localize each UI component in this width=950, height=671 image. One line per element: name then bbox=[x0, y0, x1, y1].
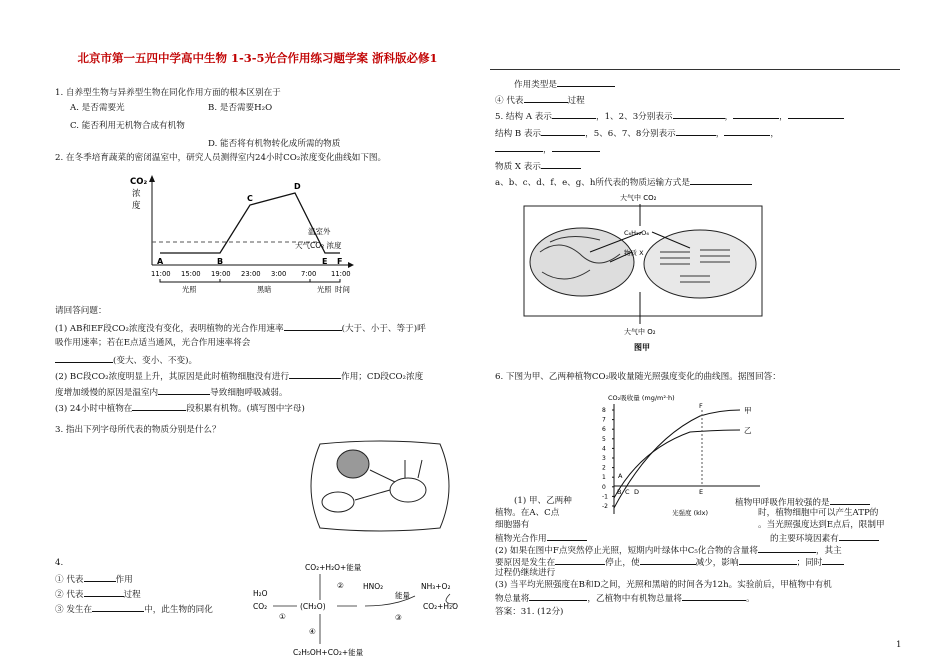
r3-blank-4[interactable] bbox=[788, 110, 844, 119]
r4: 结构 B 表示 ，5、6、7、8分别表示 ， ， bbox=[495, 129, 779, 139]
chart-ylabel-2: 浓 bbox=[132, 189, 141, 199]
q3-stem: 3. 指出下列字母所代表的物质分别是什么？ bbox=[55, 425, 221, 435]
r5-blank[interactable] bbox=[541, 160, 581, 169]
chart-periods bbox=[160, 279, 340, 294]
q1-option-b: B. 是否需要H₂O bbox=[208, 103, 273, 113]
c2-ytick-label: 5 bbox=[602, 435, 606, 443]
q6-blank-8[interactable] bbox=[822, 556, 844, 565]
q2-p2-c: 度增加缓慢的原因是温室内 bbox=[55, 388, 159, 398]
q6-blank-5[interactable] bbox=[555, 556, 605, 565]
q6-1h-text: 的主要环境因素有 bbox=[770, 534, 839, 544]
q6-1a: (1) 甲、乙两种 bbox=[514, 496, 572, 506]
c2-ytick-label: 7 bbox=[602, 416, 606, 424]
point-label-b: B bbox=[217, 257, 224, 266]
point-label-f: F bbox=[337, 257, 343, 266]
q6-2d: 停止，使 bbox=[605, 558, 640, 568]
q6-3b: 物总量将 bbox=[495, 594, 530, 604]
q2-p1-line3 bbox=[55, 354, 197, 368]
cell-wall bbox=[311, 441, 449, 531]
d4-n4: ④ bbox=[309, 627, 316, 636]
c2-xlabel: 光强度 (klx) bbox=[672, 509, 709, 517]
c2-yticks bbox=[602, 407, 614, 510]
nucleus bbox=[337, 450, 369, 478]
q6-1d: 时，植物细胞中可以产生ATP的 bbox=[758, 508, 879, 518]
r3-blank-2[interactable] bbox=[673, 110, 725, 119]
c2-ytick-label: 4 bbox=[602, 445, 606, 453]
q2-p3-a: (3) 24小时中植物在 bbox=[55, 404, 133, 414]
q2-p2-line1 bbox=[55, 370, 423, 384]
organelle-diagram bbox=[520, 192, 765, 360]
q2-blank-3[interactable] bbox=[289, 370, 341, 379]
r1-text: 作用类型是 bbox=[514, 80, 557, 90]
q2-p1-a: (1) AB和EF段CO₂浓度没有变化，表明植物的光合作用速率 bbox=[55, 324, 284, 334]
c2-ytick-label: 3 bbox=[602, 455, 606, 462]
q2-blank-5[interactable] bbox=[132, 402, 186, 411]
c2-ytick-label: 8 bbox=[602, 407, 606, 414]
x-tick-label: 15:00 bbox=[181, 270, 201, 278]
r2-text: ④ 代表 bbox=[495, 96, 524, 106]
x-tick-label: 19:00 bbox=[211, 270, 231, 278]
c2-letter-d: D bbox=[634, 488, 640, 496]
chart-y-arrow bbox=[149, 175, 155, 182]
q4-l3-b: 中，此生物的同化 bbox=[144, 605, 213, 615]
d4-co2: CO₂ bbox=[253, 602, 268, 611]
q1-option-a: A. 是否需要光 bbox=[70, 103, 125, 113]
period-label: 光照 bbox=[182, 285, 197, 294]
q6-2g: 过程仍继续进行 bbox=[495, 568, 556, 578]
q6-blank-3[interactable] bbox=[839, 532, 879, 541]
r5-text: 物质 X 表示 bbox=[495, 162, 541, 172]
d4-n3: ③ bbox=[395, 613, 402, 622]
bottom-air-label: 大气中 O₂ bbox=[624, 328, 656, 336]
point-label-d: D bbox=[294, 182, 301, 191]
r3-text: 5. 结构 A 表示 bbox=[495, 112, 552, 122]
d4-ch2o: (CH₂O) bbox=[300, 602, 326, 611]
chart-x-unit: 时间 bbox=[335, 285, 350, 294]
period-bracket bbox=[220, 279, 310, 282]
q6-blank-4[interactable] bbox=[758, 544, 816, 553]
c2-letter-e: E bbox=[699, 488, 704, 496]
q4-blank-2[interactable] bbox=[84, 588, 124, 597]
q2-p3-b: 段积累有机物。(填写图中字母) bbox=[186, 404, 305, 414]
q4-l3-a: ③ 发生在 bbox=[55, 605, 93, 615]
q2-p2-line2 bbox=[55, 386, 288, 400]
r4-blank-3[interactable] bbox=[724, 127, 770, 136]
figure-label: 图甲 bbox=[634, 343, 650, 352]
chart-x-arrow bbox=[348, 262, 354, 268]
q2-p2-b: 作用；CD段CO₂浓度 bbox=[341, 372, 424, 382]
r4-blank-5[interactable] bbox=[552, 143, 600, 152]
period-label: 光照 bbox=[317, 285, 332, 294]
glucose-label: C₆H₁₂O₆ bbox=[624, 229, 649, 237]
c2-letter-f: F bbox=[699, 402, 703, 410]
q6-3c: ，乙植物中有机物总量将 bbox=[587, 594, 682, 604]
q2-blank-4[interactable] bbox=[158, 386, 210, 395]
d4-n1: ① bbox=[279, 612, 286, 621]
q2-p1-line1 bbox=[55, 322, 426, 336]
q6-1b: 植物甲呼吸作用较强的是 bbox=[735, 498, 830, 508]
q4-l1-b: 作用 bbox=[115, 575, 133, 585]
c2-ytick-label: -2 bbox=[602, 503, 608, 510]
q6-blank-7[interactable] bbox=[739, 556, 797, 565]
c2-ytick-label: 1 bbox=[602, 474, 606, 482]
c2-series-jia: 甲 bbox=[744, 406, 752, 415]
x-tick-label: 3:00 bbox=[271, 270, 287, 278]
q2-p1-d: (变大、变小、不变)。 bbox=[113, 356, 198, 366]
chart-x-ticks bbox=[151, 270, 351, 278]
mitochondrion bbox=[530, 228, 634, 296]
reference-label-2: 大气CO₂ 浓度 bbox=[295, 241, 342, 250]
q2-p2-a: (2) BC段CO₂浓度明显上升，其原因是此时植物细胞没有进行 bbox=[55, 372, 290, 382]
d4-co2h2o: CO₂+H₂O bbox=[423, 602, 458, 611]
q4-blank-3[interactable] bbox=[92, 603, 144, 612]
r6-blank[interactable] bbox=[690, 176, 752, 185]
q6-1c: 植物。在A、C点 bbox=[495, 508, 560, 518]
q2-p2-d: 导致细胞呼吸减弱。 bbox=[210, 388, 288, 398]
c2-letter-b: B bbox=[617, 488, 622, 496]
d4-nh3: NH₃+O₂ bbox=[421, 582, 451, 591]
q6-blank-1[interactable] bbox=[830, 496, 870, 505]
q6-blank-10[interactable] bbox=[682, 592, 746, 601]
q6-3d: 。 bbox=[745, 594, 755, 604]
r4-blank-2[interactable] bbox=[676, 127, 716, 136]
x-tick-label: 11:00 bbox=[151, 270, 171, 278]
r3-b: ，1、2、3分别表示 bbox=[595, 112, 673, 122]
reference-label-1: 温室外 bbox=[308, 227, 331, 236]
q4-l2-b: 过程 bbox=[123, 590, 141, 600]
r2-blank[interactable] bbox=[524, 94, 568, 103]
q1-option-c: C. 能否利用无机物合成有机物 bbox=[70, 121, 185, 131]
c2-letter-a: A bbox=[618, 472, 623, 480]
x-label: 物质 X bbox=[624, 249, 644, 257]
q4-blank-1[interactable] bbox=[84, 573, 116, 582]
chart-series bbox=[157, 182, 342, 266]
q2-p1-c: 吸作用速率；若在E点适当通风，光合作用速率将会 bbox=[55, 338, 251, 348]
page-title: 北京市第一五四中学高中生物 1-3-5光合作用练习题学案 浙科版必修1 bbox=[77, 51, 438, 65]
r2-b: 过程 bbox=[567, 96, 585, 106]
q2-blank-1[interactable] bbox=[284, 322, 342, 331]
c2-ytick-label: 6 bbox=[602, 426, 606, 434]
q6-2e: 减少，影响 bbox=[695, 558, 739, 568]
page-number: 1 bbox=[896, 640, 902, 650]
c2-series-yi: 乙 bbox=[744, 426, 752, 435]
answer-line: 答案：31. (12分) bbox=[495, 607, 564, 617]
mitochondrion-shape bbox=[322, 492, 354, 512]
point-label-a: A bbox=[157, 257, 164, 266]
d4-n2: ② bbox=[337, 581, 344, 590]
chart-ylabel-1: CO₂ bbox=[130, 177, 148, 187]
q6-stem: 6. 下图为甲、乙两种植物CO₂吸收量随光照强度变化的曲线图。据图回答： bbox=[495, 372, 781, 382]
r5 bbox=[495, 160, 581, 174]
q6-blank-2[interactable] bbox=[547, 532, 587, 541]
r3-blank-3[interactable] bbox=[733, 110, 779, 119]
q2-p3 bbox=[55, 402, 305, 416]
r2 bbox=[495, 94, 585, 108]
c2-ylabel: CO₂吸收量 (mg/m²·h) bbox=[608, 394, 675, 402]
chart-ylabel-3: 度 bbox=[132, 201, 141, 211]
c2-ytick-label: 0 bbox=[602, 483, 606, 491]
d4-energy: 能量 bbox=[395, 591, 410, 600]
right-top-rule bbox=[490, 69, 900, 70]
r3: 5. 结构 A 表示 ，1、2、3分别表示 ， ， bbox=[495, 110, 844, 124]
q4-num: 4. bbox=[55, 558, 64, 568]
c2-letter-c: C bbox=[625, 488, 630, 496]
period-label: 黑暗 bbox=[257, 285, 272, 294]
q1-stem: 1. 自养型生物与异养型生物在同化作用方面的根本区别在于 bbox=[55, 88, 281, 98]
d4-top: CO₂+H₂O+能量 bbox=[305, 563, 362, 572]
q6-2b: ，其主 bbox=[815, 546, 842, 556]
q6-3a: (3) 当平均光照强度在B和D之间，光照和黑暗的时间各为12h。实验前后，甲植物中有机 bbox=[495, 580, 832, 590]
q6-1e: 细胞器有 bbox=[495, 520, 530, 530]
d4-bottom: C₂H₅OH+CO₂+能量 bbox=[293, 648, 364, 657]
r3-blank-1[interactable] bbox=[552, 110, 596, 119]
point-label-c: C bbox=[247, 194, 253, 203]
q6-blank-6[interactable] bbox=[640, 556, 696, 565]
q4-l1-a: ① 代表 bbox=[55, 575, 84, 585]
metabolism-diagram bbox=[245, 562, 475, 660]
c2-ytick-label: 2 bbox=[602, 464, 606, 472]
chloroplast-shape bbox=[390, 478, 426, 502]
r4-cont: ， bbox=[495, 143, 600, 157]
r4-blank-1[interactable] bbox=[541, 127, 585, 136]
top-air-label: 大气中 CO₂ bbox=[620, 194, 657, 202]
q4-l2 bbox=[55, 588, 141, 602]
q6-3-line2 bbox=[495, 592, 755, 606]
q6-1f: 。当光照强度达到E点后，限制甲 bbox=[758, 520, 885, 530]
x-tick-label: 11:00 bbox=[331, 270, 351, 278]
r4-blank-4[interactable] bbox=[495, 143, 543, 152]
q2-blank-2[interactable] bbox=[55, 354, 113, 363]
q6-1-line1 bbox=[514, 496, 572, 508]
series-yi-curve bbox=[614, 430, 740, 498]
q6-2f: ；同时 bbox=[796, 558, 823, 568]
q4-l1 bbox=[55, 573, 133, 587]
series-jia-curve bbox=[614, 410, 740, 508]
d4-hno2: HNO₂ bbox=[363, 582, 384, 591]
q4-l2-a: ② 代表 bbox=[55, 590, 84, 600]
r6-text: a、b、c、d、f、e、g、h所代表的物质运输方式是 bbox=[495, 178, 690, 188]
r4-text: 结构 B 表示 bbox=[495, 129, 542, 139]
r4-b: ，5、6、7、8分别表示 bbox=[585, 129, 676, 139]
r1-blank[interactable] bbox=[557, 78, 615, 87]
r6 bbox=[495, 176, 752, 190]
period-bracket bbox=[310, 279, 340, 282]
q1-option-d: D. 能否将有机物转化成所需的物质 bbox=[208, 139, 341, 149]
point-label-e: E bbox=[322, 257, 328, 266]
d4-h2o: H₂O bbox=[253, 589, 268, 598]
q2-stem: 2. 在冬季培育蔬菜的密闭温室中，研究人员测得室内24小时CO₂浓度变化曲线如下图。 bbox=[55, 153, 387, 163]
r1 bbox=[514, 78, 615, 92]
period-bracket bbox=[160, 279, 220, 282]
q6-2a: (2) 如果在图中F点突然停止光照，短期内叶绿体中C₅化合物的含量将 bbox=[495, 546, 758, 556]
x-tick-label: 7:00 bbox=[301, 270, 317, 278]
q4-l3 bbox=[55, 603, 213, 617]
x-tick-label: 23:00 bbox=[241, 270, 261, 278]
q2-prompt: 请回答问题： bbox=[55, 306, 107, 316]
c2-ytick-label: -1 bbox=[602, 493, 608, 501]
cell-diagram bbox=[300, 440, 460, 532]
co2-line-chart bbox=[120, 170, 370, 300]
q6-2c: 要原因是发生在 bbox=[495, 558, 556, 568]
q2-p1-b: (大于、小于、等于)呼 bbox=[341, 324, 426, 334]
q6-blank-9[interactable] bbox=[529, 592, 587, 601]
q6-1g: 植物光合作用 bbox=[495, 534, 547, 544]
